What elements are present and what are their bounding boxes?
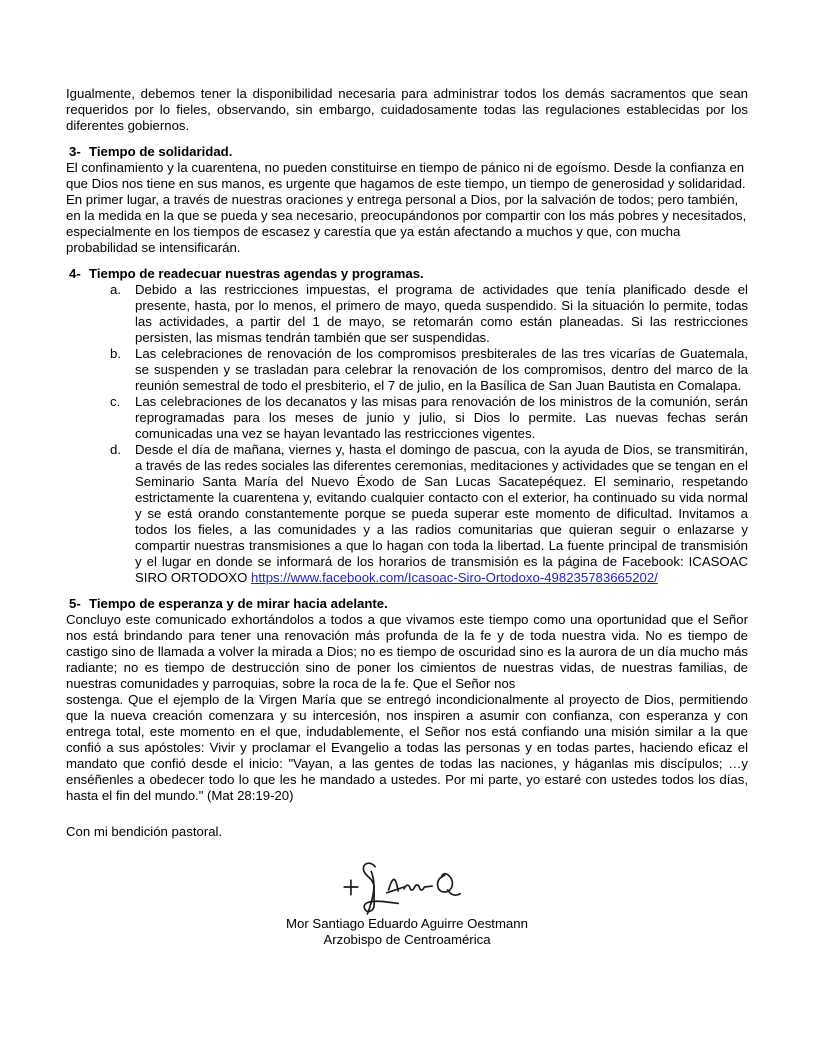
section-title: Tiempo de esperanza y de mirar hacia adelante. xyxy=(89,596,388,611)
list-item-text: Las celebraciones de los decanatos y las misas para renovación de los ministros de la comunión, serán reprogramadas para los meses de junio y julio, si Dios lo permite. Las nuevas fechas serán comunicadas una vez se hayan levantado las restricciones vigentes. xyxy=(135,394,748,441)
list-item-d xyxy=(66,442,748,586)
section-heading-3 xyxy=(66,144,748,160)
facebook-link[interactable]: https://www.facebook.com/Icasoac-Siro-Ortodoxo-498235783665202/ xyxy=(251,570,658,585)
list-marker: a. xyxy=(110,282,121,297)
section-number: 4- xyxy=(69,266,81,281)
section-title: Tiempo de readecuar nuestras agendas y programas. xyxy=(89,266,424,281)
list-item-text: Debido a las restricciones impuestas, el programa de actividades que tenía planificado desde el presente, hasta, por lo menos, el primero de mayo, queda suspendido. Si la situación lo permite, todas las actividades, a partir del 1 de mayo, se retomarán como están planeadas. Si las restricciones persisten, las mismas tendrán también que ser suspendidas. xyxy=(135,282,748,345)
conclusion-part-1: Concluyo este comunicado exhortándolos a todos a que vivamos este tiempo como una oportunidad que el Señor nos está brindando para tener una renovación más profunda de la fe y de toda nuestra vida. No es tiempo de castigo sino de llamada a volver la mirada a Dios; no es tiempo de oscuridad sino es la aurora de un día mucho más radiante; no es tiempo de destrucción sino de poner los cimientos de nuestras vidas, de nuestras familias, de nuestras comunidades y parroquias, sobre la roca de la fe. Que el Señor nos xyxy=(66,612,748,691)
conclusion-part-2: sostenga. Que el ejemplo de la Virgen María que se entregó incondicionalmente al proyecto de Dios, permitiendo que la nueva creación comenzara y su intercesión, nos inspiren a asumir con confianza, con esperanza y con entrega total, este momento en el que, indudablemente, el Señor nos está confiando una misión similar a la que confió a sus apóstoles: Vivir y proclamar el Evangelio a todas las personas y en todas partes, haciendo eficaz el mandato que confió desde el inicio: "Vayan, a las gentes de todas las naciones, y háganlas mis discípulos; …y enséñenles a obedecer todo lo que les he mandado a ustedes. Por mi parte, yo estaré con ustedes todos los días, hasta el fin del mundo." (Mat 28:19-20) xyxy=(66,692,748,803)
section-heading-5 xyxy=(66,596,748,612)
section-3-paragraph: El confinamiento y la cuarentena, no pueden constituirse en tiempo de pánico ni de egoísmo. Desde la confianza en que Dios nos tiene en sus manos, es urgente que hagamos de este tiempo, un tiempo de generosidad y solidaridad. En primer lugar, a través de nuestras oraciones y entrega personal a Dios, por la salvación de todos; pero también, en la medida en la que se pueda y sea necesario, preocupándonos por compartir con los más pobres y necesitados, especialmente en los tiempos de escasez y carestía que ya están afectando a muchos y que, con mucha probabilidad se intensificarán. xyxy=(66,160,747,255)
list-marker: d. xyxy=(110,442,121,457)
section-number: 5- xyxy=(69,596,81,611)
intro-paragraph: Igualmente, debemos tener la disponibilidad necesaria para administrar todos los demás sacramentos que sean requeridos por lo fieles, observando, sin embargo, cuidadosamente todas las regulaciones establecidas por los diferentes gobiernos. xyxy=(66,86,748,133)
signature-block xyxy=(66,858,748,948)
list-item-a xyxy=(66,282,748,346)
closing-line: Con mi bendición pastoral. xyxy=(66,824,223,839)
list-item-c xyxy=(66,394,748,442)
section-5-paragraph xyxy=(66,612,748,804)
list-marker: b. xyxy=(110,346,121,361)
handwritten-signature-icon xyxy=(332,858,482,916)
section-heading-4 xyxy=(66,266,748,282)
signatory-name: Mor Santiago Eduardo Aguirre Oestmann xyxy=(286,916,528,931)
section-4-list xyxy=(66,282,748,586)
section-number: 3- xyxy=(69,144,81,159)
signatory-title: Arzobispo de Centroamérica xyxy=(323,932,491,947)
list-item-b xyxy=(66,346,748,394)
section-title: Tiempo de solidaridad. xyxy=(89,144,233,159)
list-marker: c. xyxy=(110,394,121,409)
list-item-text: Desde el día de mañana, viernes y, hasta el domingo de pascua, con la ayuda de Dios, se transmitirán, a través de las redes sociales las diferentes ceremonias, meditaciones y actividades que se tengan en el Seminario Santa María del Nuevo Éxodo de San Lucas Sacatepéquez. El seminario, respetando estrictamente la cuarentena y, evitando cualquier contacto con el exterior, ha continuado su vida normal y se está orando constantemente porque se pueda superar este momento de dificultad. Invitamos a todos los fieles, a las comunidades y a las radios comunitarias que quieran seguir o enlazarse y compartir nuestras transmisiones a que lo hagan con toda la libertad. La fuente principal de transmisión y el lugar en donde se informará de los horarios de transmisión es la página de Facebook: ICASOAC SIRO ORTODOXO xyxy=(135,442,748,585)
list-item-text: Las celebraciones de renovación de los compromisos presbiterales de las tres vicarías de Guatemala, se suspenden y se trasladan para celebrar la renovación de los compromisos, dentro del marco de la reunión semestral de todo el presbiterio, el 7 de julio, en la Basílica de San Juan Bautista en Comalapa. xyxy=(135,346,748,393)
